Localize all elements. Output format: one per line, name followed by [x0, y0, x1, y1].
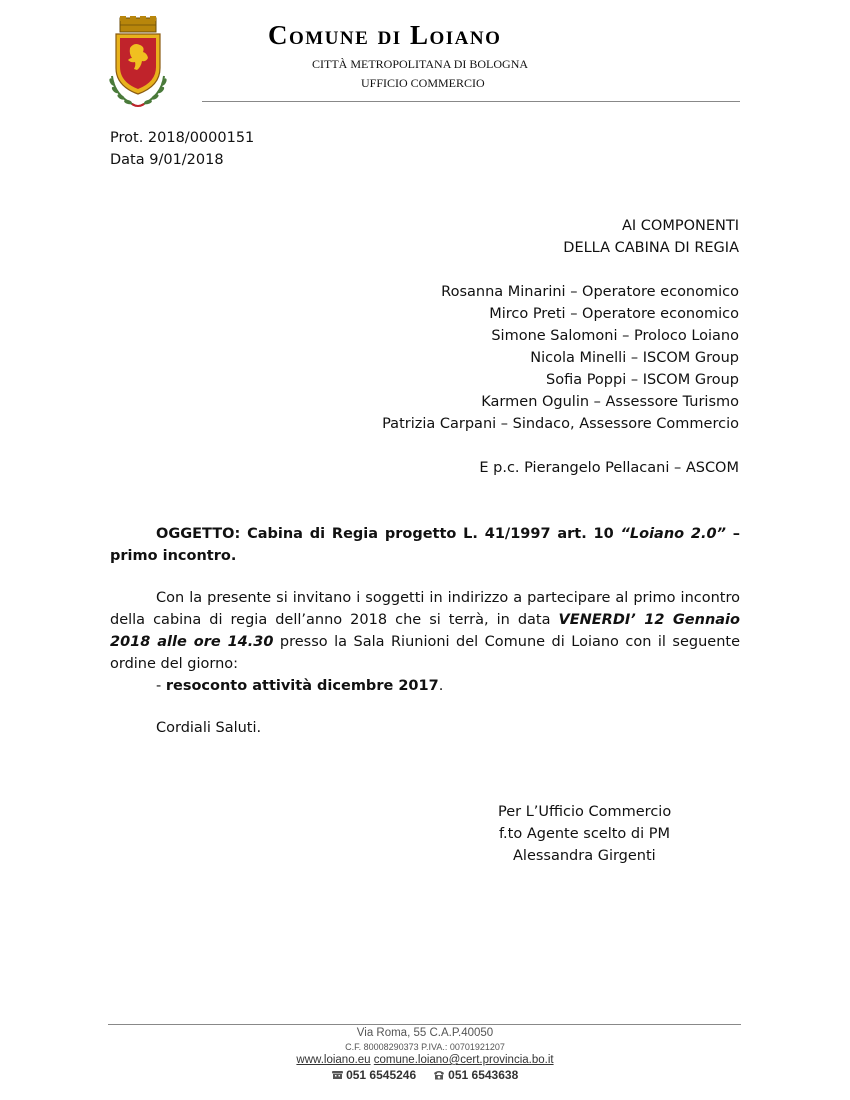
protocol-date: Data 9/01/2018 [110, 152, 224, 168]
meeting-date: VENERDI’ 12 Gennaio 2018 alle ore 14.30 [110, 612, 740, 650]
protocol-number: Prot. 2018/0000151 [110, 130, 255, 146]
footer-fiscal-codes: C.F. 80008290373 P.IVA.: 00701921207 [345, 1042, 505, 1052]
municipality-title: Comune di Loiano [268, 20, 502, 50]
recipient-name: Sofia Poppi – ISCOM Group [546, 372, 739, 388]
recipient-name: Simone Salomoni – Proloco Loiano [491, 328, 739, 344]
agenda-item-end: . [438, 678, 444, 694]
project-name: “Loiano 2.0” [620, 526, 726, 542]
pec-email-link[interactable]: comune.loiano@cert.provincia.bo.it [373, 1054, 554, 1066]
recipient-name: Karmen Ogulin – Assessore Turismo [481, 394, 739, 410]
recipient-name: Mirco Preti – Operatore economico [489, 306, 739, 322]
subject-text: Cabina di Regia progetto L. 41/1997 art. 10 [240, 526, 621, 542]
phone-icon [332, 1070, 343, 1080]
footer-contacts [0, 1054, 850, 1066]
signature-name: Alessandra Girgenti [513, 848, 656, 864]
recipient-name: Rosanna Minarini – Operatore economico [441, 284, 739, 300]
signature-role: f.to Agente scelto di PM [499, 826, 671, 842]
fax-number: 051 6543638 [448, 1068, 519, 1082]
signature-office: Per L’Ufficio Commercio [498, 804, 672, 820]
invitation-text-end: presso la Sala Riunioni del Comune di Loiano con il seguente ordine del giorno: [110, 634, 741, 672]
fax-icon [433, 1070, 445, 1080]
invitation-text: Con la presente si invitano i soggetti in indirizzo a partecipare al primo incontro della cabina di regia dell’anno 2018 che si terrà, in data [110, 590, 740, 628]
footer-address: Via Roma, 55 C.A.P.40050 [356, 1027, 494, 1039]
website-link[interactable]: www.loiano.eu [296, 1054, 371, 1066]
subject-label: OGGETTO: [156, 526, 241, 542]
footer-divider [108, 1024, 741, 1025]
agenda-dash: - [156, 678, 166, 694]
office-subtitle: UFFICIO COMMERCIO [361, 76, 485, 90]
recipient-name: Patrizia Carpani – Sindaco, Assessore Commercio [382, 416, 739, 432]
municipal-coat-of-arms-icon [106, 16, 170, 110]
metropolitan-city-subtitle: CITTÀ METROPOLITANA DI BOLOGNA [312, 57, 529, 71]
invitation-paragraph [110, 587, 740, 675]
agenda-item-text: resoconto attività dicembre 2017 [165, 678, 439, 694]
footer-phones [0, 1068, 850, 1082]
closing-greeting: Cordiali Saluti. [156, 720, 262, 736]
recipient-name: Nicola Minelli – ISCOM Group [530, 350, 739, 366]
letterhead [0, 0, 850, 110]
subject-paragraph [110, 523, 740, 567]
phone-number: 051 6545246 [346, 1068, 417, 1082]
recipients-heading-line-1: AI COMPONENTI [622, 218, 739, 234]
agenda-item [156, 675, 443, 697]
recipients-heading-line-2: DELLA CABINA DI REGIA [563, 240, 739, 256]
subject-text-end: – primo incontro. [110, 526, 740, 564]
header-divider [202, 101, 740, 102]
carbon-copy-recipient: E p.c. Pierangelo Pellacani – ASCOM [479, 460, 739, 476]
